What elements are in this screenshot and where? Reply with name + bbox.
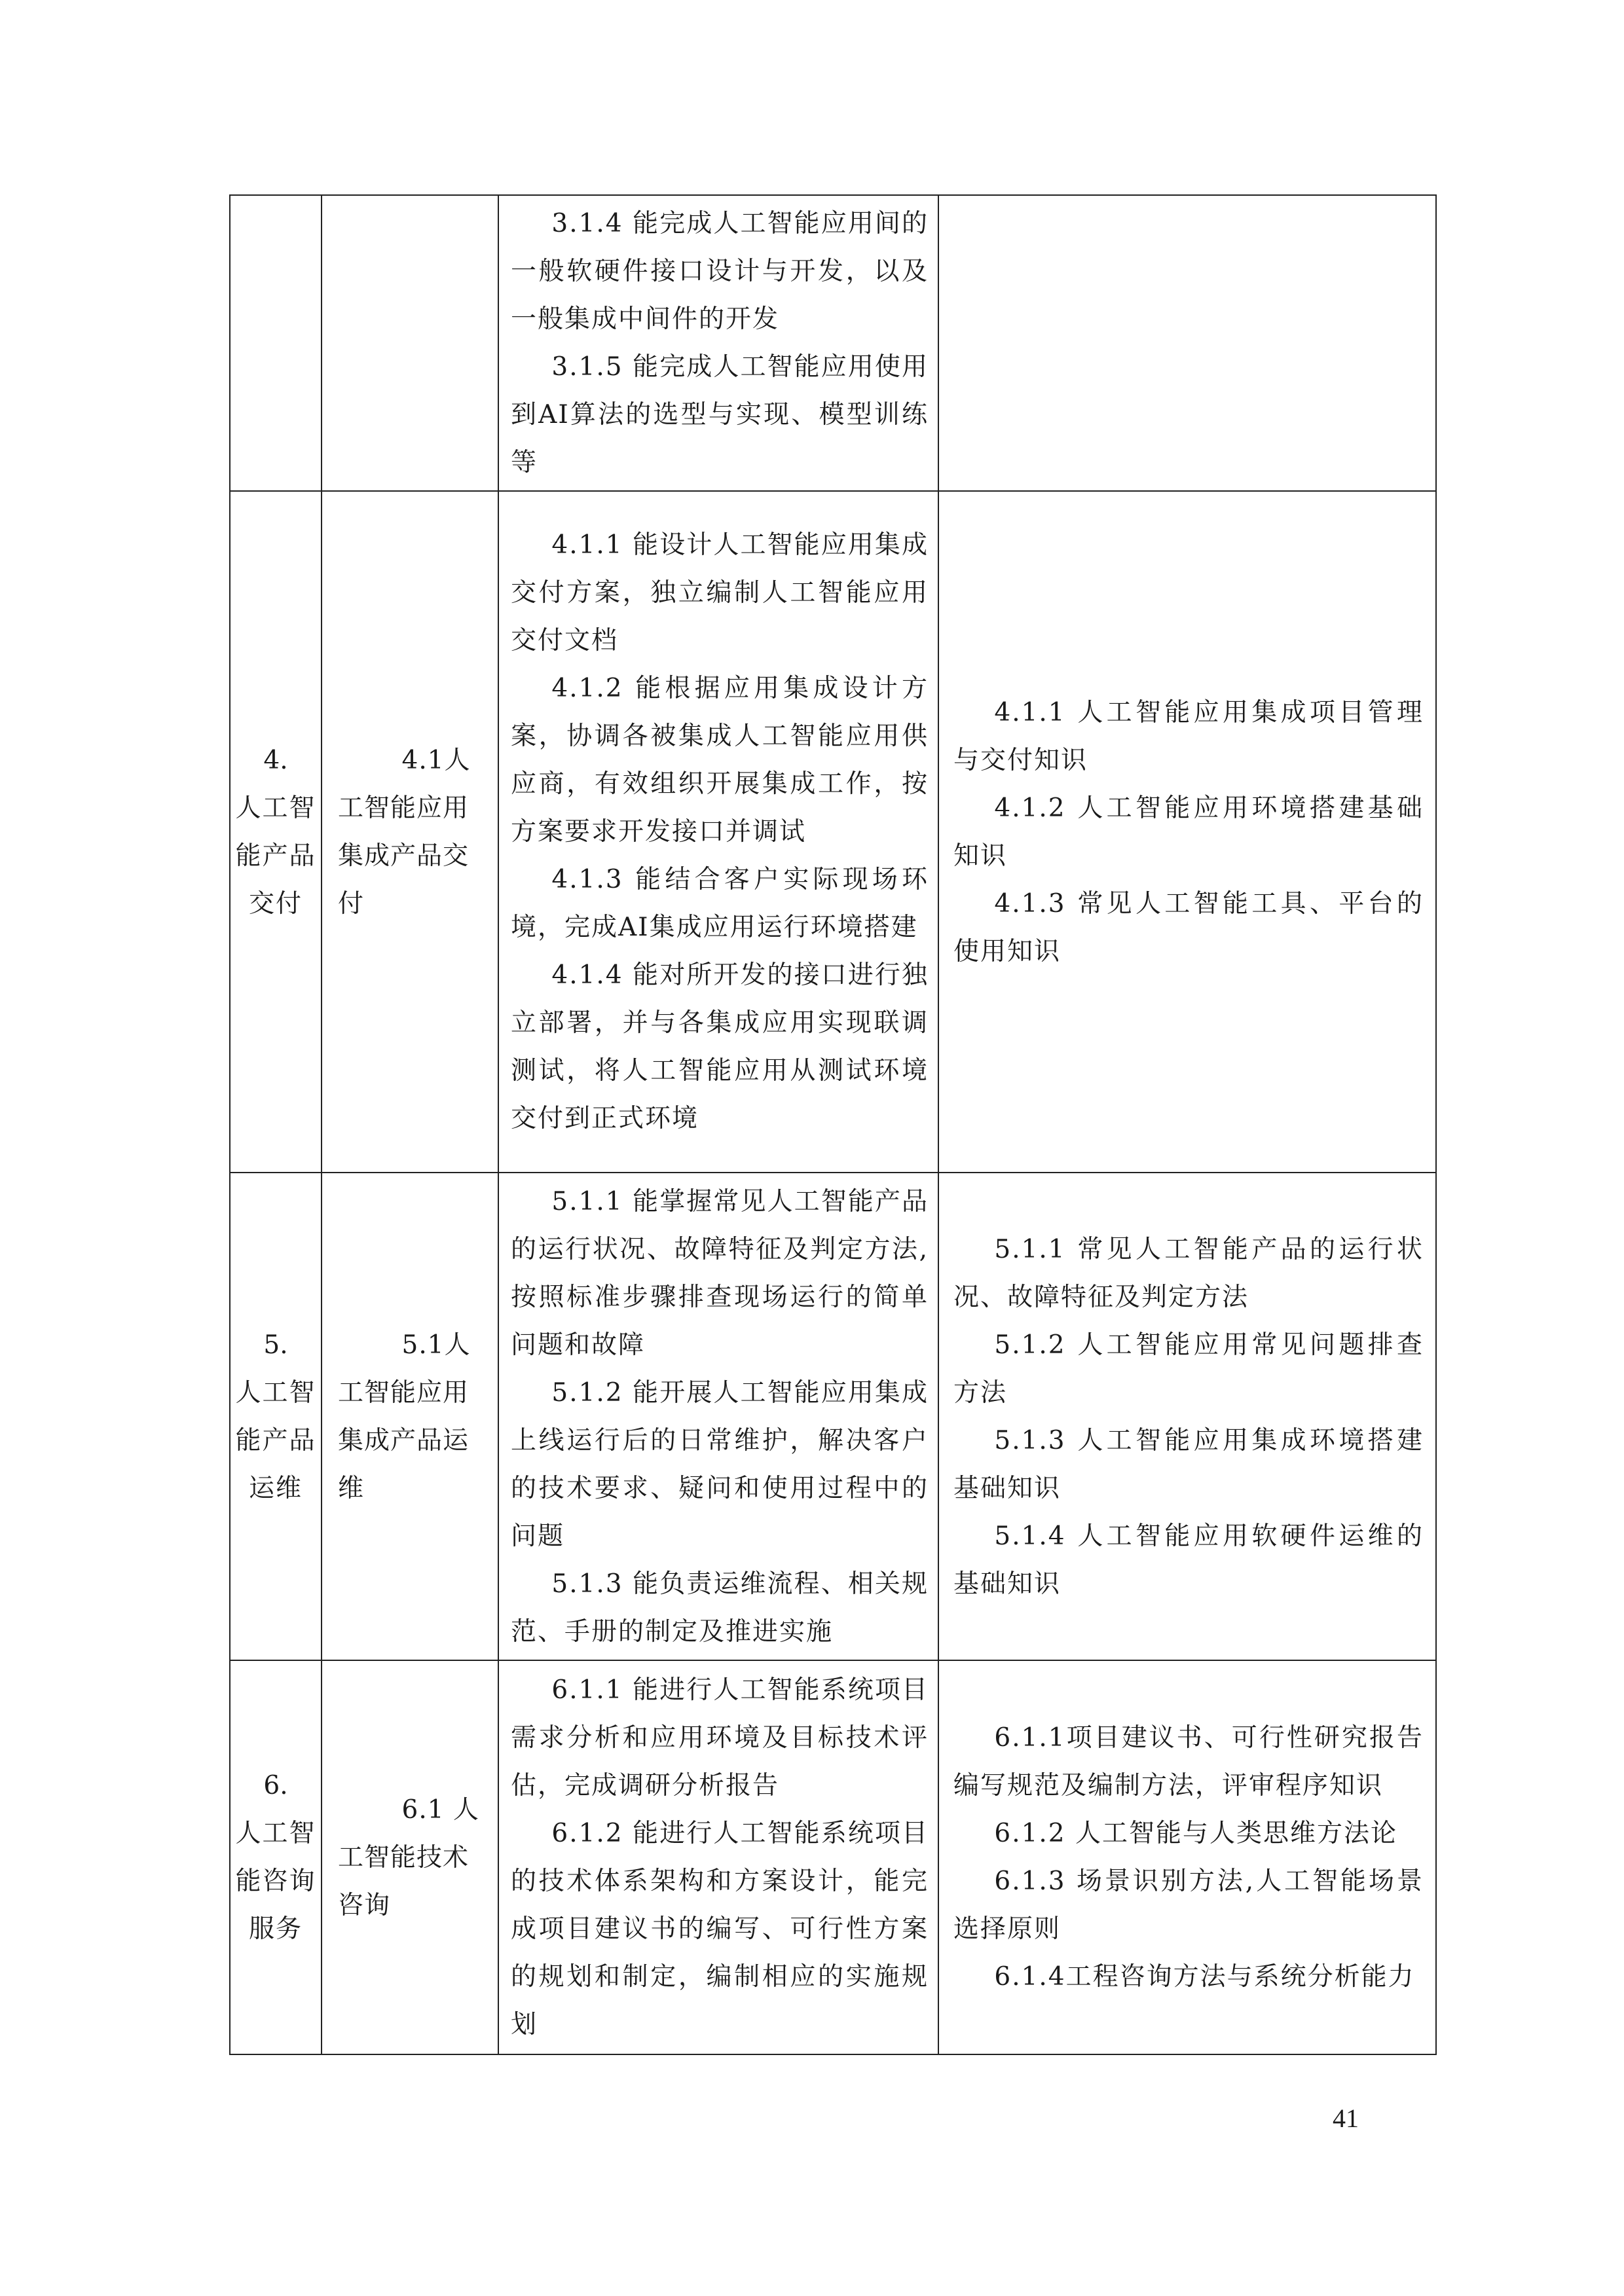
knowledge-cell [938,491,1436,1173]
unit-text: 6.1 人工智能技术咨询 [338,1795,479,1920]
knowledge-item: 6.1.2 人工智能与人类思维方法论 [994,1819,1398,1848]
skill-item: 4.1.2 能根据应用集成设计方案，协调各被集成人工智能应用供应商，有效组织开展集成工作，按方案要求开发接口并调试 [511,674,929,847]
skill-cell [498,1173,938,1660]
knowledge-item: 5.1.1 常见人工智能产品的运行状况、故障特征及判定方法 [953,1234,1424,1312]
table-row [230,1660,1436,2054]
skill-item: 5.1.1 能掌握常见人工智能产品的运行状况、故障特征及判定方法,按照标准步骤排查现场运行的简单问题和故障 [511,1186,929,1360]
skill-item: 3.1.4 能完成人工智能应用间的一般软硬件接口设计与开发，以及一般集成中间件的开发 [511,209,929,334]
skill-cell [498,1660,938,2054]
skill-item: 3.1.5 能完成人工智能应用使用到AI算法的选型与实现、模型训练等 [511,352,929,477]
skill-cell [498,195,938,491]
level-cell [230,1660,322,2054]
competency-table [229,194,1437,2055]
level-cell [230,195,322,491]
skill-item: 4.1.1 能设计人工智能应用集成交付方案，独立编制人工智能应用交付文档 [511,530,929,655]
level-number: 6. [263,1771,288,1800]
level-name: 人工智能产品运维 [235,1377,316,1503]
knowledge-item: 6.1.3 场景识别方法,人工智能场景选择原则 [953,1867,1424,1944]
knowledge-item: 6.1.1项目建议书、可行性研究报告编写规范及编制方法，评审程序知识 [953,1723,1424,1800]
unit-cell [322,491,498,1173]
skill-item: 6.1.2 能进行人工智能系统项目的技术体系架构和方案设计，能完成项目建议书的编写、可行性方案的规划和制定，编制相应的实施规划 [511,1819,929,2039]
level-cell [230,1173,322,1660]
level-number: 5. [263,1330,288,1360]
unit-text: 4.1人工智能应用集成产品交付 [338,745,471,919]
skill-item: 5.1.3 能负责运维流程、相关规范、手册的制定及推进实施 [511,1569,929,1647]
knowledge-item: 4.1.2 人工智能应用环境搭建基础知识 [953,793,1424,871]
table-row [230,1173,1436,1660]
skill-item: 4.1.4 能对所开发的接口进行独立部署，并与各集成应用实现联调测试，将人工智能应用从测试环境交付到正式环境 [511,960,929,1133]
level-cell [230,491,322,1173]
skill-item: 6.1.1 能进行人工智能系统项目需求分析和应用环境及目标技术评估，完成调研分析报告 [511,1675,929,1800]
skill-item: 4.1.3 能结合客户实际现场环境，完成AI集成应用运行环境搭建 [511,865,929,942]
knowledge-cell [938,1173,1436,1660]
page-number: 41 [1333,2104,1359,2133]
knowledge-item: 5.1.4 人工智能应用软硬件运维的基础知识 [953,1521,1424,1599]
level-name: 人工智能产品交付 [235,793,316,919]
knowledge-item: 5.1.3 人工智能应用集成环境搭建基础知识 [953,1425,1424,1503]
unit-cell [322,1173,498,1660]
level-name: 人工智能咨询服务 [235,1819,316,1944]
knowledge-cell [938,1660,1436,2054]
unit-cell [322,1660,498,2054]
table-row [230,195,1436,491]
table-row [230,491,1436,1173]
unit-text: 5.1人工智能应用集成产品运维 [338,1330,471,1503]
knowledge-item: 4.1.1 人工智能应用集成项目管理与交付知识 [953,697,1424,775]
knowledge-item: 4.1.3 常见人工智能工具、平台的使用知识 [953,888,1424,966]
knowledge-item: 5.1.2 人工智能应用常见问题排查方法 [953,1330,1424,1408]
unit-cell [322,195,498,491]
skill-cell [498,491,938,1173]
knowledge-item: 6.1.4工程咨询方法与系统分析能力 [994,1962,1415,1992]
level-number: 4. [263,745,288,775]
skill-item: 5.1.2 能开展人工智能应用集成上线运行后的日常维护，解决客户的技术要求、疑问和使用过程中的问题 [511,1377,929,1551]
knowledge-cell [938,195,1436,491]
